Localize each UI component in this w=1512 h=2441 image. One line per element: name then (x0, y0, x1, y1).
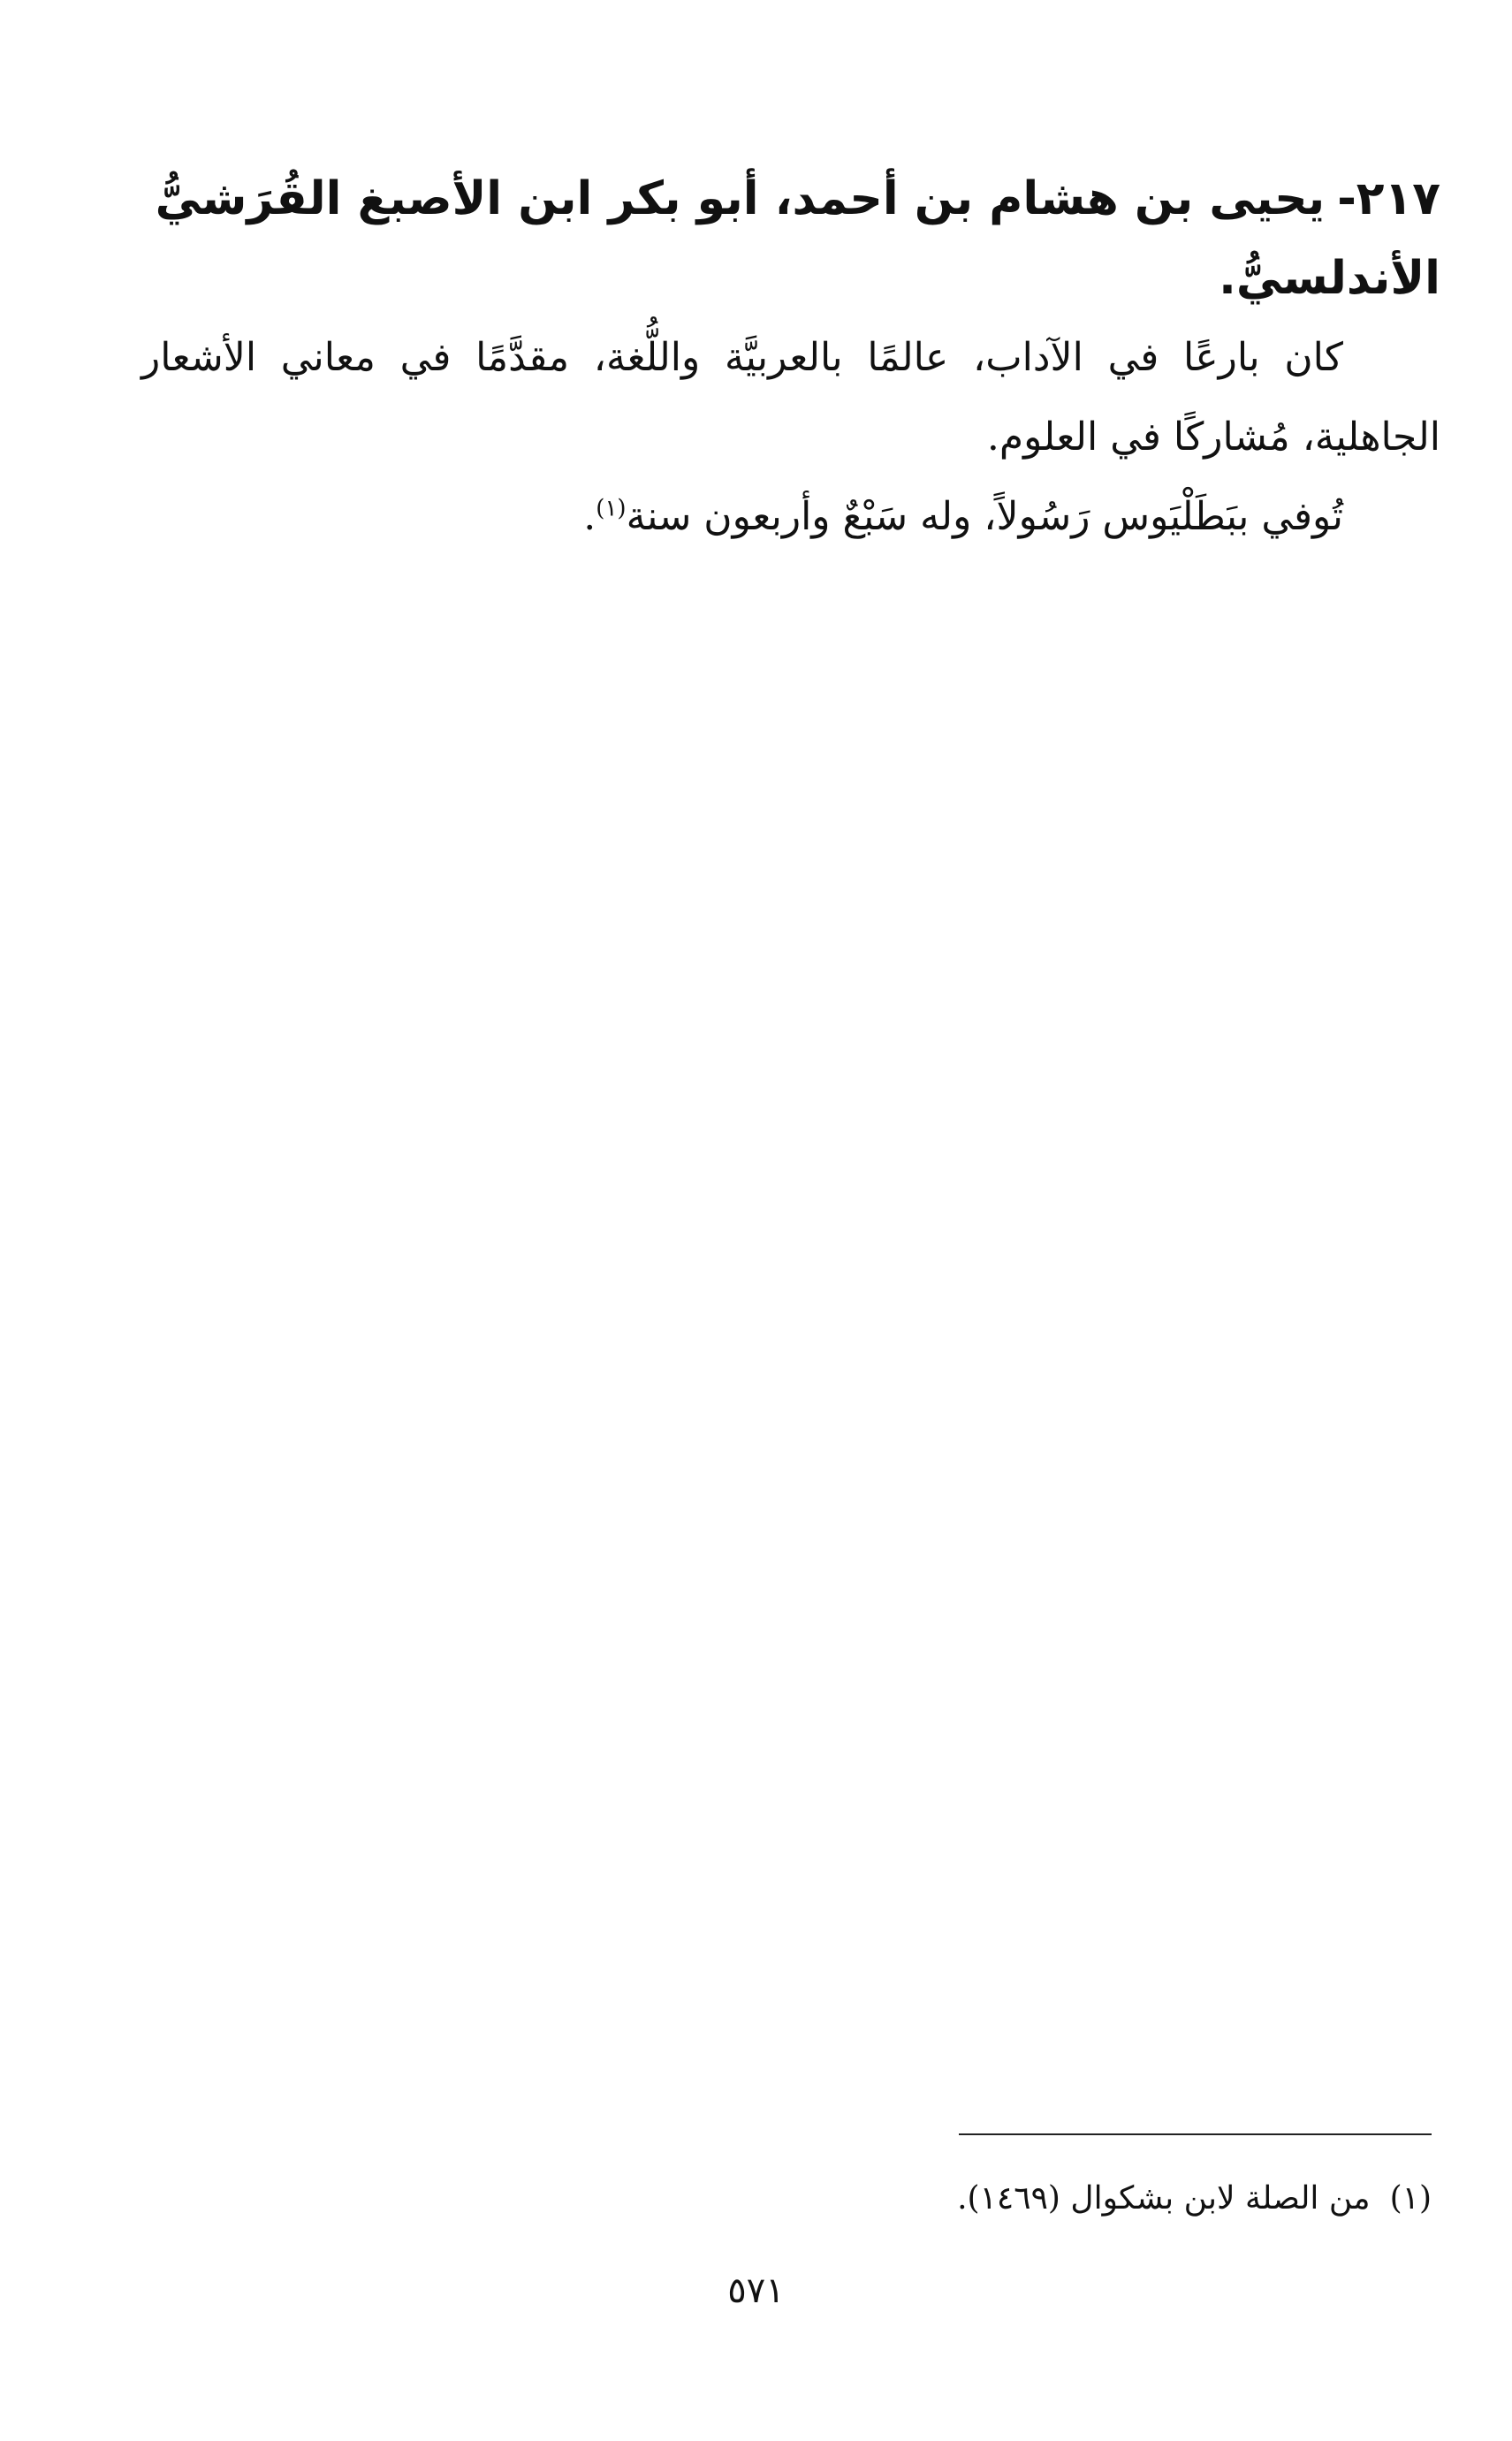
entry-heading-continuation: الأندلسيُّ. (1219, 252, 1440, 305)
entry-number: ٢١٧- (1337, 172, 1440, 225)
footnote-divider (959, 2133, 1432, 2135)
page-number: ٥٧١ (727, 2270, 785, 2311)
entry-heading (141, 159, 1440, 239)
biography-entry (141, 159, 1440, 557)
entry-name: يحيى بن هشام بن أحمد، أبو بكر ابن الأصبغ القُرَشيُّ (155, 172, 1326, 225)
death-text: تُوفي ببَطَلْيَوس رَسُولاً، وله سَبْعٌ وأربعون سنة (626, 494, 1343, 539)
footnote-reference[interactable]: (١) (596, 495, 627, 522)
footnote (795, 2174, 1432, 2224)
footnote-marker: (١) (1389, 2180, 1432, 2217)
entry-paragraph-1: كان بارعًا في الآداب، عالمًا بالعربيَّة واللُّغة، مقدَّمًا في معاني الأشعار الجاهلية، مُشاركًا في العلوم. (141, 335, 1440, 460)
entry-paragraph-2 (141, 477, 1440, 557)
sentence-end: . (583, 494, 596, 539)
footnote-text: من الصلة لابن بشكوال (١٤٦٩). (957, 2180, 1371, 2217)
